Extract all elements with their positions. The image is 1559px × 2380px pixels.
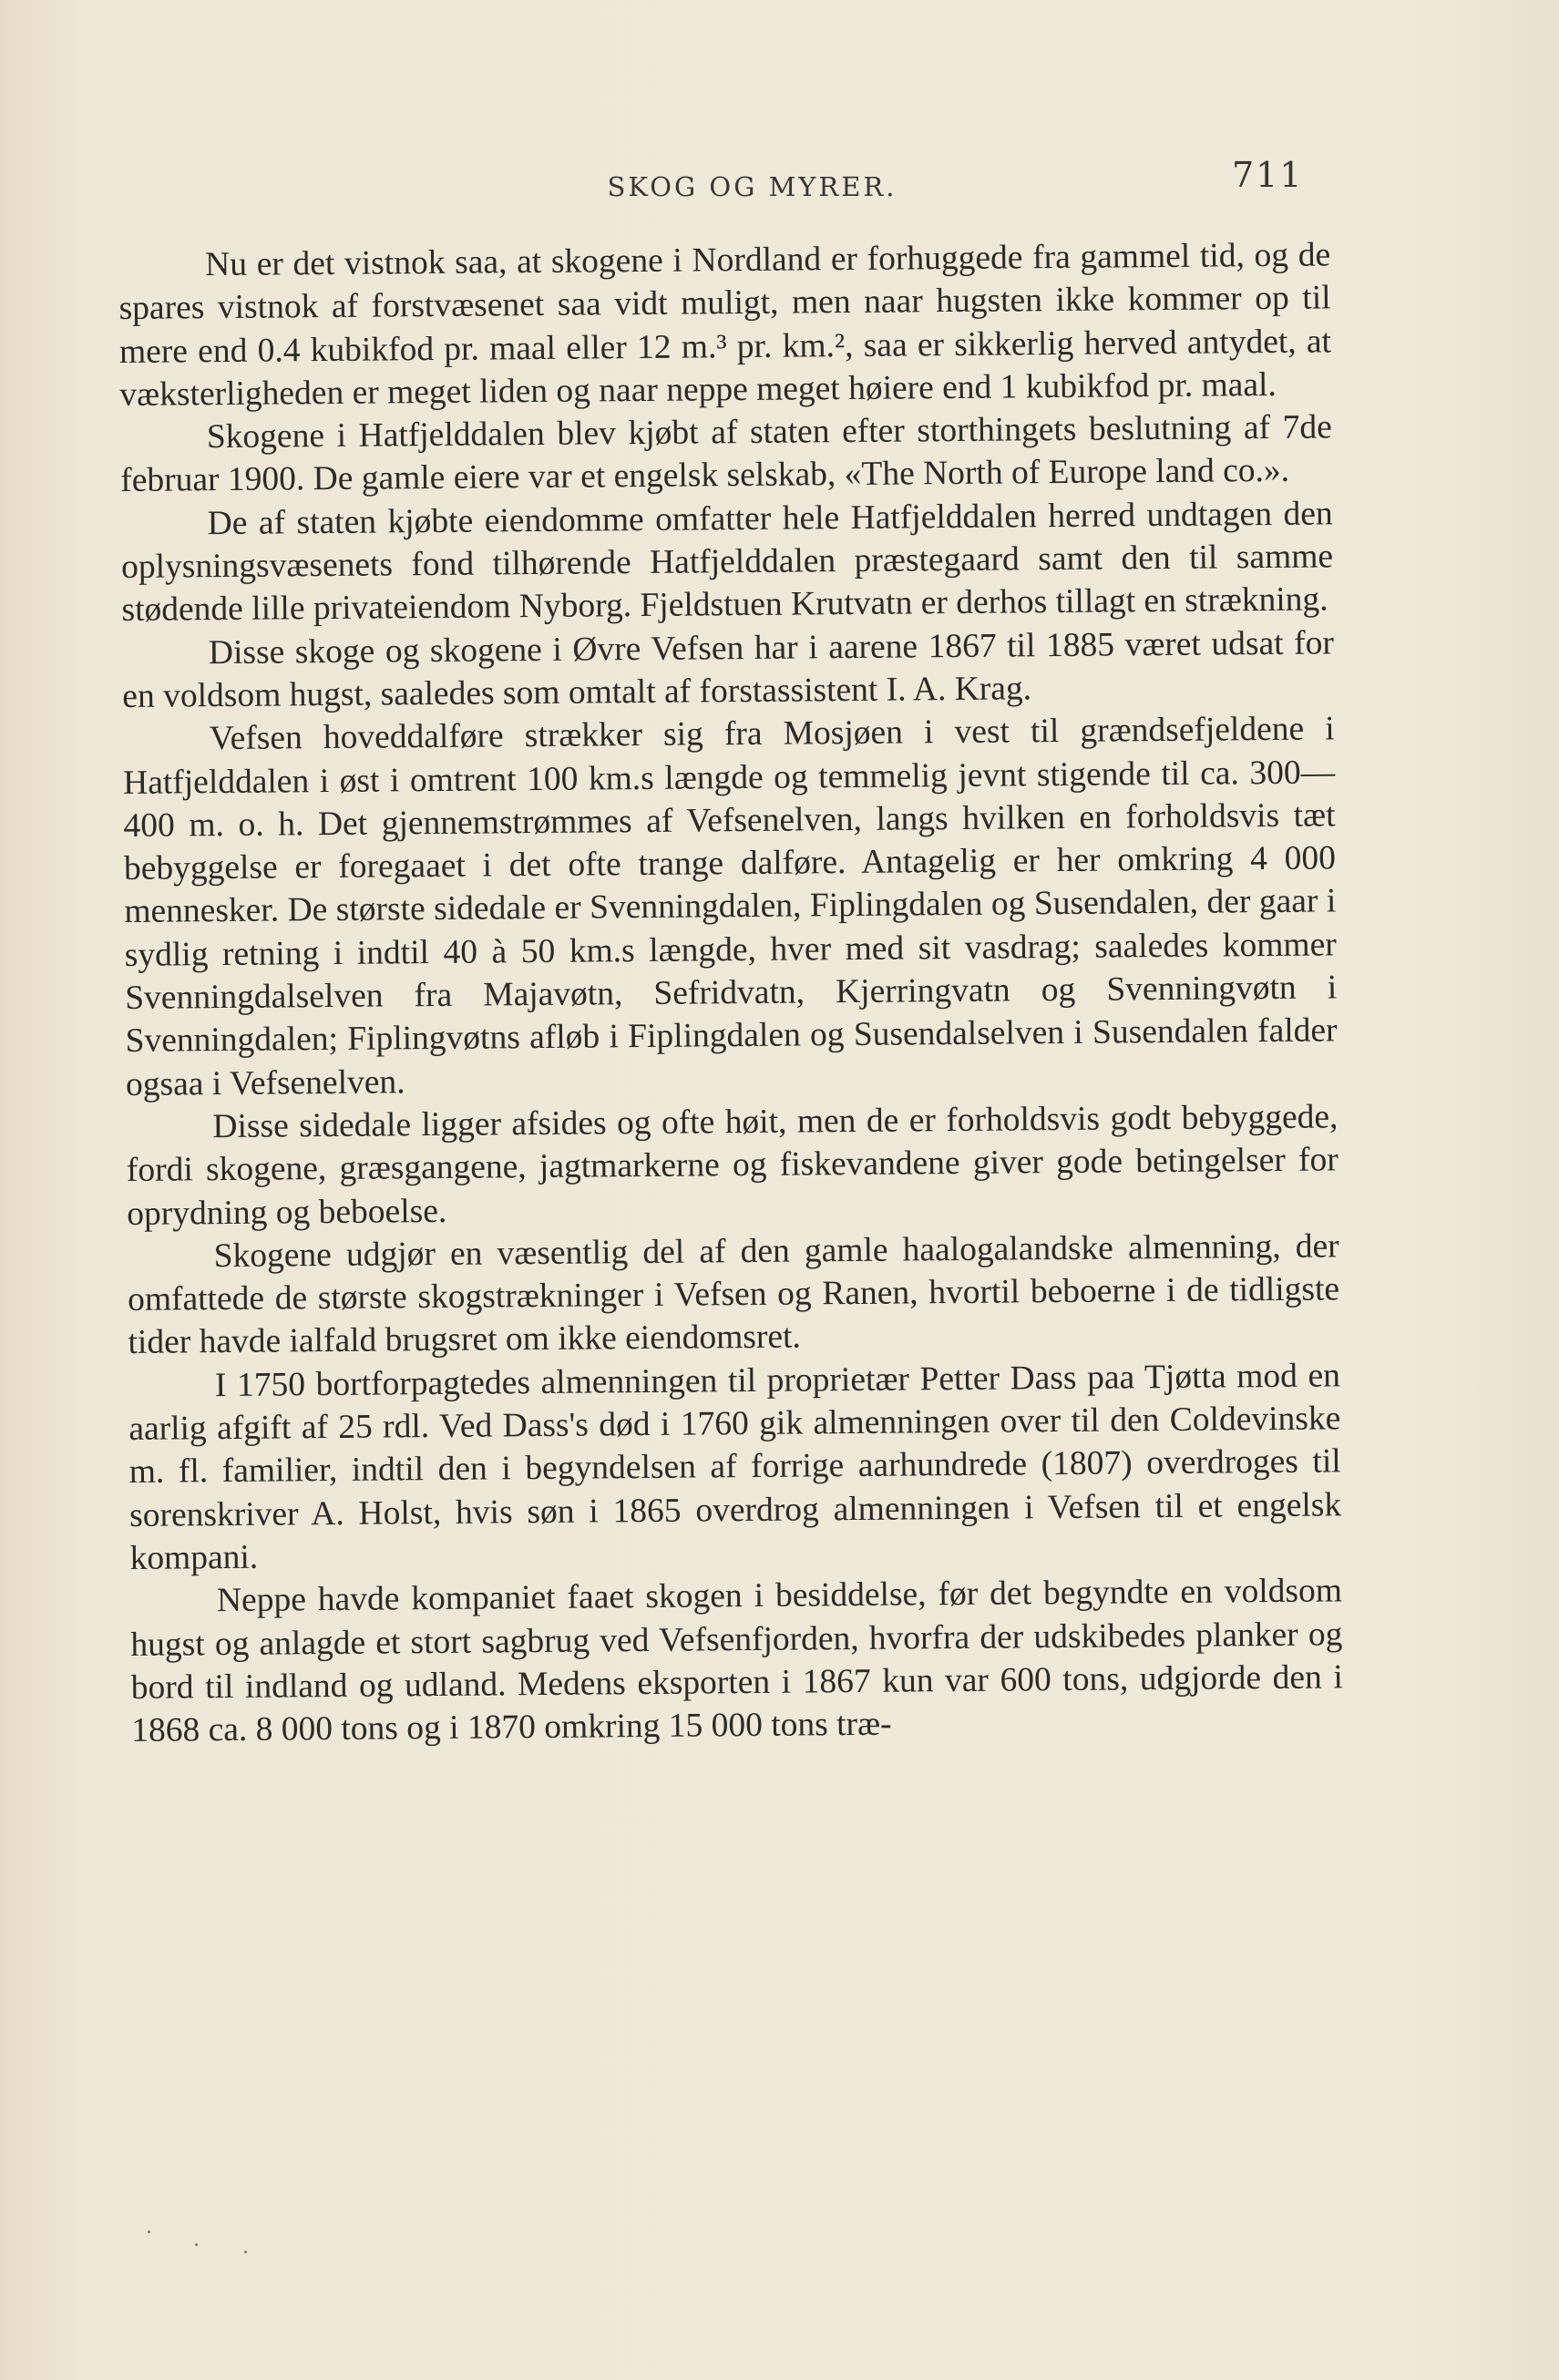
paragraph: Disse sidedale ligger afsides og ofte høit, men de er forholdsvis godt bebyggede, fordi skogene, græsgangene, jagtmarkerne og fiskevandene giver gode betingelser for oprydning og beboelse.: [126, 1098, 1339, 1233]
paragraph: Neppe havde kompaniet faaet skogen i besiddelse, før det begyndte en voldsom hugst og anlagde et stort sagbrug ved Vefsenfjorden, hvorfra der udskibedes planker og bord til indland og udland. Medens eksporten i 1867 kun var 600 tons, udgjorde den i 1868 ca. 8 000 tons og i 1870 omkring 15 000 tons træ-: [130, 1572, 1343, 1750]
speck: [195, 2243, 198, 2246]
speck: [244, 2251, 247, 2253]
paragraph: Disse skoge og skogene i Øvre Vefsen har i aarene 1867 til 1885 været udsat for en voldsom hugst, saaledes som omtalt af forstassistent I. A. Krag.: [122, 624, 1335, 715]
paragraph: Skogene i Hatfjelddalen blev kjøbt af staten efter storthingets beslutning af 7de februar 1900. De gamle eiere var et engelsk selskab, «The North of Europe land co.».: [120, 408, 1332, 500]
running-head-title: SKOG OG MYRER.: [607, 171, 897, 202]
paragraph: De af staten kjøbte eiendomme omfatter hele Hatfjelddalen herred undtagen den oplysningsvæsenets fond tilhørende Hatfjelddalen præstegaard samt den til samme stødende lille privateiendom Nyborg. Fjeldstuen Krutvatn er derhos tillagt en strækning.: [120, 495, 1334, 630]
speck: [148, 2231, 150, 2233]
paragraph: Vefsen hoveddalføre strækker sig fra Mosjøen i vest til grændsefjeldene i Hatfjelddalen i øst i omtrent 100 km.s længde og temmelig jevnt stigende til ca. 300—400 m. o. h. Det gjennemstrømmes af Vefsenelven, langs hvilken en forholdsvis tæt bebyggelse er foregaaet i det ofte trange dalføre. Antagelig er her omkring 4 000 mennesker. De største sidedale er Svenningdalen, Fiplingdalen og Susendalen, der gaar i sydlig retning i indtil 40 à 50 km.s længde, hver med sit vasdrag; saaledes kommer Svenningdalselven fra Majavøtn, Sefridvatn, Kjerringvatn og Svenningvøtn i Svenningdalen; Fiplingvøtns afløb i Fiplingdalen og Susendalselven i Susendalen falder ogsaa i Vefsenelven.: [122, 710, 1338, 1103]
page-number: 711: [1232, 155, 1304, 195]
paragraph: Skogene udgjør en væsentlig del af den gamle haalogalandske almenning, der omfattede de største skogstrækninger i Vefsen og Ranen, hvortil beboerne i de tidligste tider havde ialfald brugsret om ikke eiendomsret.: [127, 1227, 1340, 1362]
body-text: [118, 233, 1343, 1752]
running-head: [0, 155, 1559, 210]
paragraph: Nu er det vistnok saa, at skogene i Nordland er forhuggede fra gammel tid, og de spares vistnok af forstvæsenet saa vidt muligt, men naar hugsten ikke kommer op til mere end 0.4 kubikfod pr. maal eller 12 m.³ pr. km.², saa er sikkerlig herved antydet, at væksterligheden er meget liden og naar neppe meget høiere end 1 kubikfod pr. maal.: [118, 236, 1332, 414]
paragraph: I 1750 bortforpagtedes almenningen til proprietær Petter Dass paa Tjøtta mod en aarlig afgift af 25 rdl. Ved Dass's død i 1760 gik almenningen over til den Coldevinske m. fl. familier, indtil den i begyndelsen af forrige aarhundrede (1807) overdroges til sorenskriver A. Holst, hvis søn i 1865 overdrog almenningen i Vefsen til et engelsk kompani.: [128, 1357, 1342, 1577]
page-specks: [0, 2223, 1559, 2296]
